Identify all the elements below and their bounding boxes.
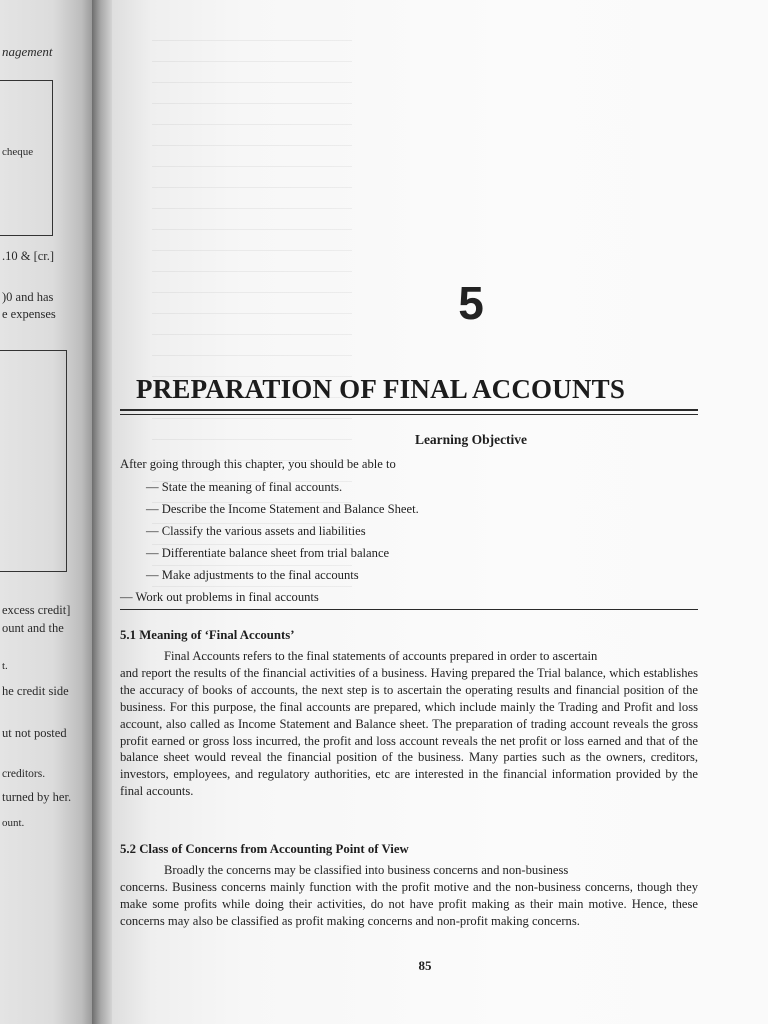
left-page-box-2 [0, 350, 67, 572]
page-number: 85 [418, 958, 432, 973]
left-page-line: e expenses [2, 307, 56, 321]
left-page-line: .10 & [cr.] [2, 249, 55, 263]
title-rule-thin [120, 414, 698, 415]
left-page-line: ut not posted [2, 726, 67, 740]
left-page-line: cheque [2, 146, 34, 158]
left-page-line: t. [2, 660, 8, 672]
paragraph-first-line: Broadly the concerns may be classified into business concerns and non-business [164, 863, 569, 877]
left-page-header: nagement [2, 44, 53, 59]
paragraph-body: and report the results of the financial activities of a business. Having prepared the Trial balance, which establishes the accuracy of books of accounts, the next step is to ascertain the operating results and financial position of the business. For this purpose, the final accounts are prepared, which include mainly the Trading and Profit and loss account, also called as Income Statement and Balance sheet. The preparation of trading account reveals the gross profit earned or gross loss incurred, the profit and loss account reveals the net profit or loss earned and that of the balance sheet would reveal the financial position of the business. Many parties such as the owners, creditors, investors, employees, and regulatory authorities, etc are interested in the financial information provided by the final accounts. [120, 665, 698, 799]
chapter-number: 5 [458, 277, 484, 329]
objectives-rule [120, 609, 698, 610]
left-page-line: he credit side [2, 684, 69, 698]
paragraph-first-line: Final Accounts refers to the final statements of accounts prepared in order to ascertain [164, 649, 598, 663]
left-page-line: excess credit] [2, 603, 71, 617]
book-spine-shadow [92, 0, 114, 1024]
left-page-line: ount. [2, 817, 25, 829]
book-page [112, 0, 768, 1024]
objective-item-last: — Work out problems in final accounts [120, 590, 319, 604]
title-rule-thick [120, 409, 698, 411]
chapter-title: PREPARATION OF FINAL ACCOUNTS [136, 374, 626, 404]
objective-item: — Describe the Income Statement and Balance Sheet. [146, 502, 419, 516]
learning-objective-heading: Learning Objective [414, 432, 528, 447]
left-page-line: turned by her. [2, 790, 72, 804]
paragraph-body: concerns. Business concerns mainly function with the profit motive and the non-business concerns, though they make some profits while doing their activities, do not have profit making as their main motive. Hence, these concerns may also be classified as profit making concerns and non-profit making concerns. [120, 879, 698, 928]
objective-item: — State the meaning of final accounts. [146, 480, 343, 494]
objective-item: — Differentiate balance sheet from trial balance [146, 546, 390, 560]
section-heading-5-1: 5.1 Meaning of ‘Final Accounts’ [120, 628, 295, 642]
left-page-box-1 [0, 80, 53, 236]
section-paragraph-5-2 [120, 862, 698, 930]
left-page-line: )0 and has [2, 290, 54, 304]
objective-intro: After going through this chapter, you should be able to [120, 457, 396, 471]
previous-page-fragment [0, 0, 96, 1024]
objective-item: — Make adjustments to the final accounts [146, 568, 359, 582]
section-heading-5-2: 5.2 Class of Concerns from Accounting Point of View [120, 842, 409, 856]
left-page-line: creditors. [2, 768, 46, 780]
section-paragraph-5-1 [120, 648, 698, 800]
objective-item: — Classify the various assets and liabilities [146, 524, 366, 538]
left-page-line: ount and the [2, 621, 64, 635]
